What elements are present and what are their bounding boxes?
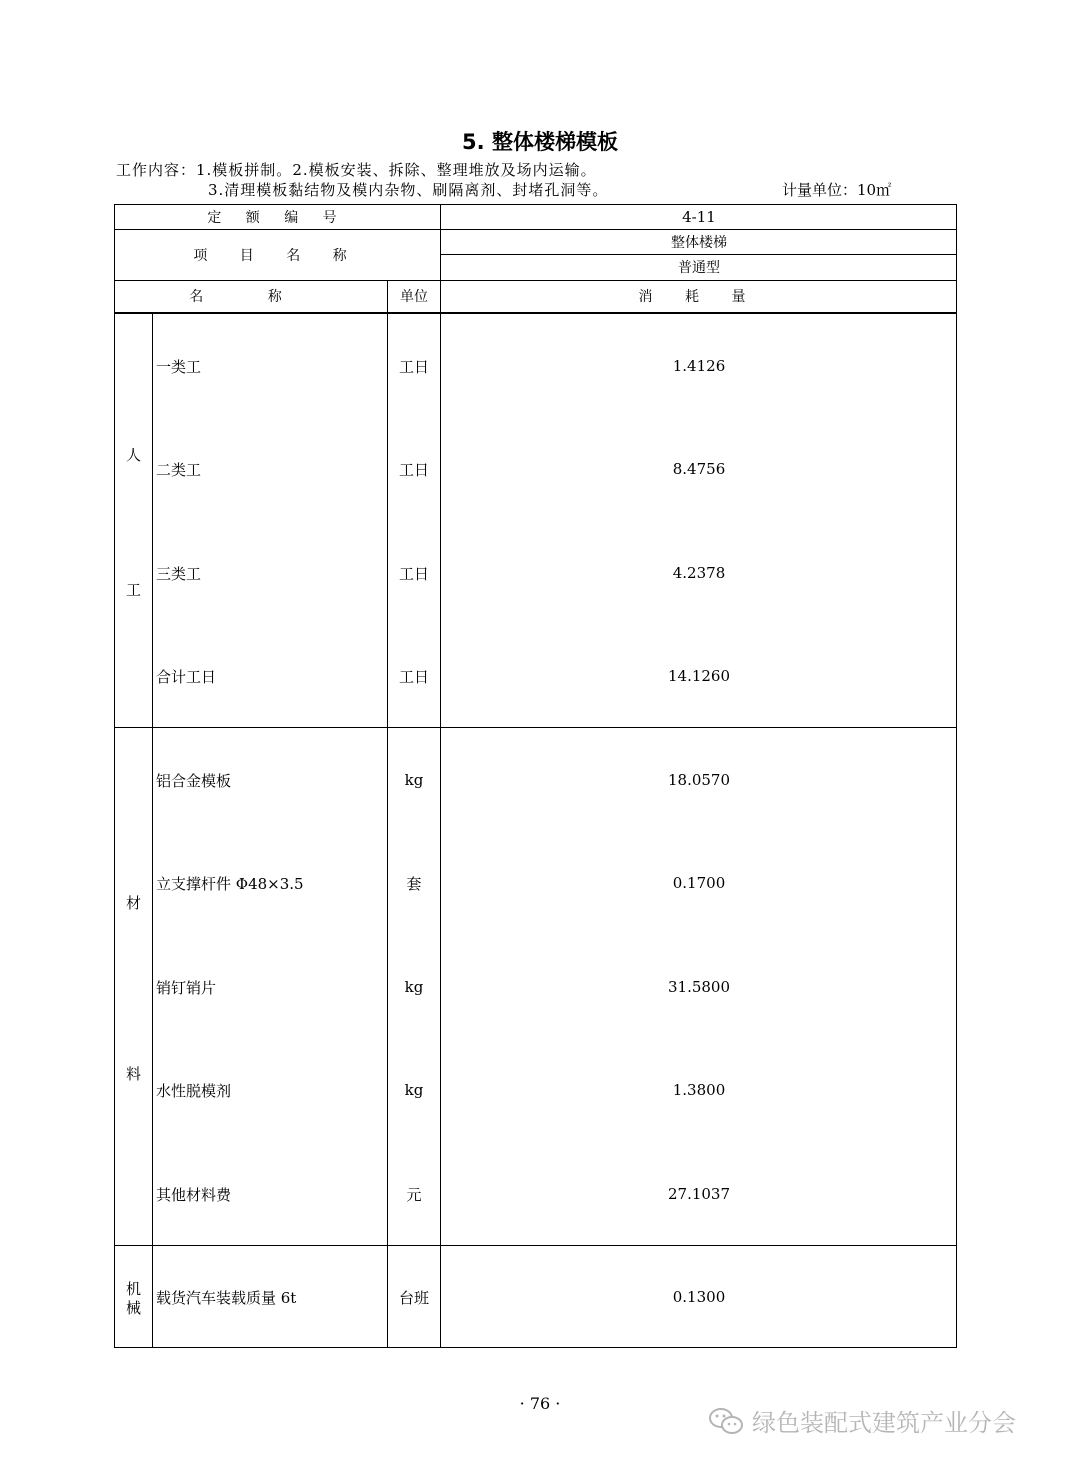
watermark-text: 绿色装配式建筑产业分会 [752, 1409, 1016, 1437]
column-header-unit: 单位 [400, 289, 428, 305]
work-content-line-1: 工作内容：1.模板拼制。2.模板安装、拆除、整理堆放及场内运输。 [116, 161, 597, 179]
row-unit: 台班 [398, 1288, 429, 1307]
row-name: 铝合金模板 [156, 771, 232, 790]
row-name: 水性脱模剂 [156, 1081, 232, 1100]
row-unit: kg [404, 771, 424, 789]
category-machinery-char-1: 机 [125, 1280, 141, 1298]
category-machinery-char-2: 械 [125, 1299, 141, 1317]
row-unit: 工日 [398, 357, 429, 376]
page-title: 5. 整体楼梯模板 [462, 130, 618, 154]
row-value: 0.1300 [672, 1288, 726, 1306]
row-value: 14.1260 [667, 667, 731, 685]
wechat-icon [708, 1405, 744, 1437]
row-unit: 套 [406, 874, 422, 893]
row-name: 合计工日 [156, 667, 217, 686]
category-labor-char-2: 工 [125, 581, 141, 599]
row-value: 1.3800 [672, 1081, 726, 1099]
row-unit: kg [404, 1081, 424, 1099]
column-header-consumption: 消 耗 量 [638, 289, 760, 305]
row-unit: 元 [406, 1185, 422, 1204]
row-name: 二类工 [156, 460, 202, 479]
row-unit: 工日 [398, 667, 429, 686]
work-content-line-2: 3.清理模板黏结物及模内杂物、刷隔离剂、封堵孔洞等。 [208, 181, 609, 199]
row-value: 8.4756 [672, 460, 726, 478]
row-value: 31.5800 [667, 978, 731, 996]
row-unit: 工日 [398, 460, 429, 479]
category-material-char-1: 材 [125, 894, 141, 912]
page-number: · 76 · [519, 1394, 561, 1413]
table-rule [114, 312, 957, 314]
category-labor-char-1: 人 [125, 446, 141, 464]
column-header-name: 名 称 [189, 289, 312, 305]
row-value: 4.2378 [672, 564, 726, 582]
row-value: 1.4126 [672, 357, 726, 375]
row-name: 三类工 [156, 564, 202, 583]
quota-no: 4-11 [682, 207, 716, 226]
row-value: 27.1037 [667, 1185, 731, 1203]
row-value: 18.0570 [667, 771, 731, 789]
table-rule [114, 1245, 957, 1246]
table-rule [114, 727, 957, 728]
quota-no-label: 定 额 编 号 [207, 209, 347, 226]
row-name: 销钉销片 [156, 978, 217, 997]
watermark [708, 1403, 1016, 1438]
row-unit: kg [404, 978, 424, 996]
measure-unit: 计量单位：10㎡ [782, 181, 892, 199]
row-name: 其他材料费 [156, 1185, 232, 1204]
item-name: 整体楼梯 [671, 234, 727, 251]
item-name-label: 项 目 名 称 [193, 247, 361, 264]
row-value: 0.1700 [672, 874, 726, 892]
row-name: 载货汽车装载质量 6t [156, 1288, 297, 1307]
row-name: 立支撑杆件 Φ48×3.5 [156, 874, 304, 893]
category-material-char-2: 料 [125, 1065, 141, 1083]
row-name: 一类工 [156, 357, 202, 376]
item-type: 普通型 [678, 260, 720, 276]
row-unit: 工日 [398, 564, 429, 583]
